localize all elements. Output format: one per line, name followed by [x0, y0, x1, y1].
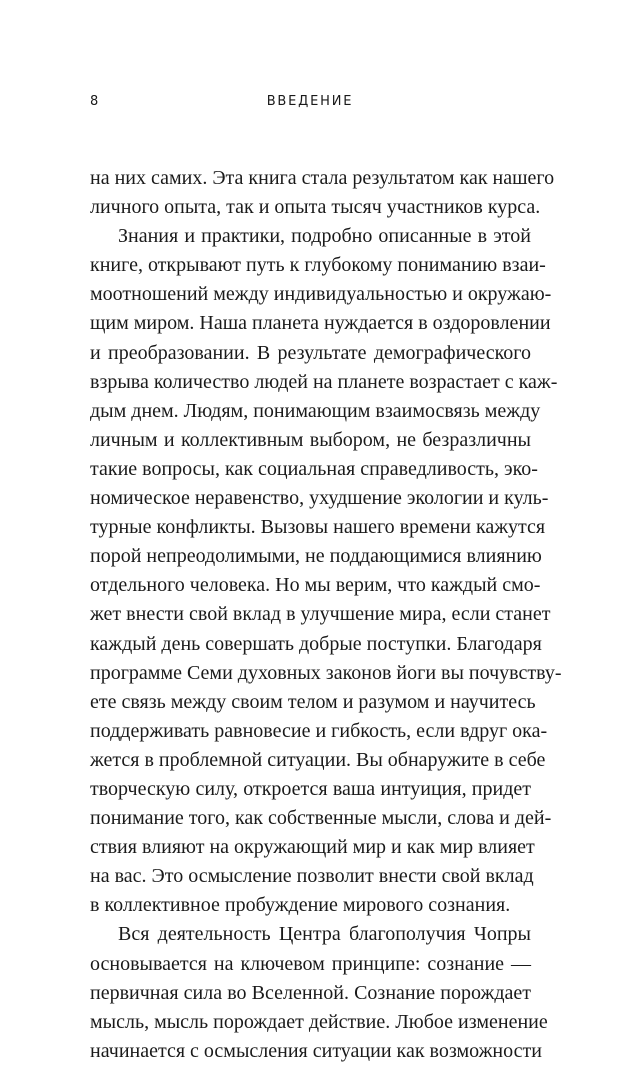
text-line: жется в проблемной ситуации. Вы обнаружите в себе: [90, 748, 546, 771]
text-line: такие вопросы, как социальная справедливость, эко-: [90, 457, 538, 480]
body-text: [90, 164, 562, 1066]
text-line: взрыва количество людей на планете возрастает с каж-: [90, 370, 558, 393]
text-line: программе Семи духовных законов йоги вы почувству-: [90, 661, 562, 684]
text-line: творческую силу, откроется ваша интуиция, придет: [90, 777, 531, 800]
text-line: мысль, мысль порождает действие. Любое изменение: [90, 1010, 548, 1033]
text-line: дым днем. Людям, понимающим взаимосвязь между: [90, 399, 541, 422]
text-line: турные конфликты. Вызовы нашего времени кажутся: [90, 516, 546, 539]
text-line: моотношений между индивидуальностью и окружаю-: [90, 283, 552, 306]
text-line: на вас. Это осмысление позволит внести свой вклад: [90, 865, 534, 888]
text-line: ствия влияют на окружающий мир и как мир влияет: [90, 836, 535, 859]
text-line: отдельного человека. Но мы верим, что каждый смо-: [90, 574, 541, 597]
text-line: каждый день совершать добрые поступки. Благодаря: [90, 632, 542, 655]
text-line: начинается с осмысления ситуации как возможности: [90, 1039, 542, 1062]
text-line: личного опыта, так и опыта тысяч участников курса.: [90, 196, 541, 219]
text-line: личным и коллективным выбором, не безразличны: [90, 428, 531, 451]
text-line: основывается на ключевом принципе: сознание —: [90, 952, 531, 975]
text-line: и преобразовании. В результате демографического: [90, 341, 531, 364]
text-line: первичная сила во Вселенной. Сознание порождает: [90, 981, 531, 1004]
text-line: Вся деятельность Центра благополучия Чопры: [118, 923, 531, 946]
text-line: щим миром. Наша планета нуждается в оздоровлении: [90, 312, 551, 335]
text-line: порой непреодолимыми, не поддающимися влиянию: [90, 545, 542, 568]
text-line: Знания и практики, подробно описанные в этой: [118, 225, 531, 248]
text-line: поддерживать равновесие и гибкость, если вдруг ока-: [90, 719, 548, 742]
text-line: в коллективное пробуждение мирового сознания.: [90, 894, 511, 917]
text-line: жет внести свой вклад в улучшение мира, если станет: [90, 603, 551, 626]
text-line: на них самих. Эта книга стала результатом как нашего: [90, 167, 555, 189]
page-number: 8: [90, 94, 101, 109]
text-line: ете связь между своим телом и разумом и научитесь: [90, 690, 536, 713]
section-title: ВВЕДЕНИЕ: [266, 94, 354, 109]
text-line: понимание того, как собственные мысли, слова и дей-: [90, 807, 552, 830]
text-line: номическое неравенство, ухудшение экологии и куль-: [90, 487, 549, 510]
running-head: [90, 94, 530, 118]
text-line: книге, открывают путь к глубокому пониманию взаи-: [90, 254, 546, 277]
